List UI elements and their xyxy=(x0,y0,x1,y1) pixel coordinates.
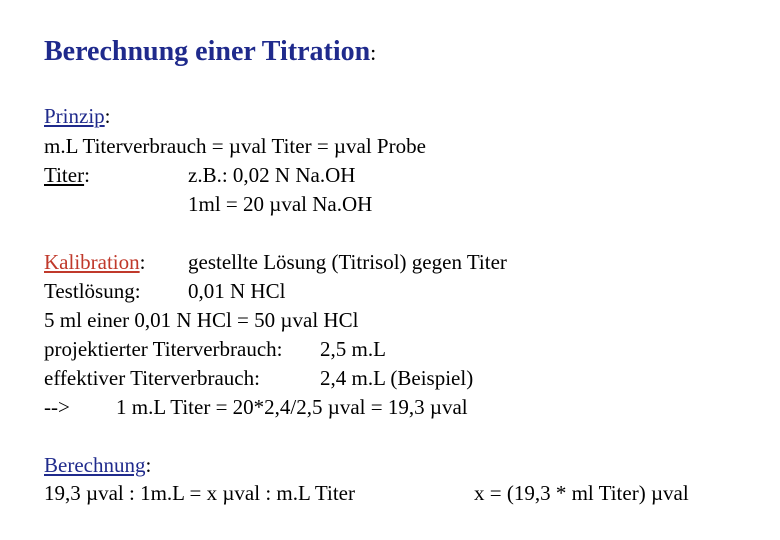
projected-line xyxy=(44,337,744,361)
titer-colon: : xyxy=(84,163,90,187)
kalibration-heading: Kalibration xyxy=(44,250,140,274)
x-formula: x = (19,3 * ml Titer) µval xyxy=(474,481,689,505)
arrow: --> xyxy=(44,395,70,419)
kalibration-colon: : xyxy=(139,250,146,274)
effective-value: 2,4 m.L (Beispiel) xyxy=(320,366,474,390)
test-label: Testlösung: xyxy=(44,279,141,303)
prinzip-heading-line xyxy=(44,104,111,128)
testloesung-line xyxy=(44,279,744,303)
hcl-line: 5 ml einer 0,01 N HCl = 50 µval HCl xyxy=(44,308,359,332)
berechnung-line xyxy=(44,481,744,505)
prinzip-line1: m.L Titerverbrauch = µval Titer = µval Probe xyxy=(44,134,426,158)
titer-label: Titer xyxy=(44,163,85,187)
page-title xyxy=(44,36,376,68)
kalibration-heading-line xyxy=(44,250,744,274)
effective-line xyxy=(44,366,744,390)
result-line xyxy=(44,395,744,419)
projected-value: 2,5 m.L xyxy=(320,337,386,361)
ratio-equation: 19,3 µval : 1m.L = x µval : m.L Titer xyxy=(44,481,355,505)
berechnung-colon: : xyxy=(145,453,152,477)
prinzip-heading: Prinzip xyxy=(44,104,105,128)
prinzip-titer-line xyxy=(44,163,744,187)
title-colon: : xyxy=(370,40,377,65)
projected-label: projektierter Titerverbrauch: xyxy=(44,337,283,361)
prinzip-colon: : xyxy=(104,104,111,128)
titer-example: z.B.: 0,02 N Na.OH xyxy=(188,163,356,187)
calibration-result: 1 m.L Titer = 20*2,4/2,5 µval = 19,3 µval xyxy=(116,395,468,419)
titer-equivalence: 1ml = 20 µval Na.OH xyxy=(188,192,373,216)
test-value: 0,01 N HCl xyxy=(188,279,286,303)
title-text: Berechnung einer Titration xyxy=(44,36,371,67)
kalibration-desc: gestellte Lösung (Titrisol) gegen Titer xyxy=(188,250,507,274)
effective-label: effektiver Titerverbrauch: xyxy=(44,366,260,390)
berechnung-heading-line xyxy=(44,453,151,477)
berechnung-heading: Berechnung xyxy=(44,453,146,477)
